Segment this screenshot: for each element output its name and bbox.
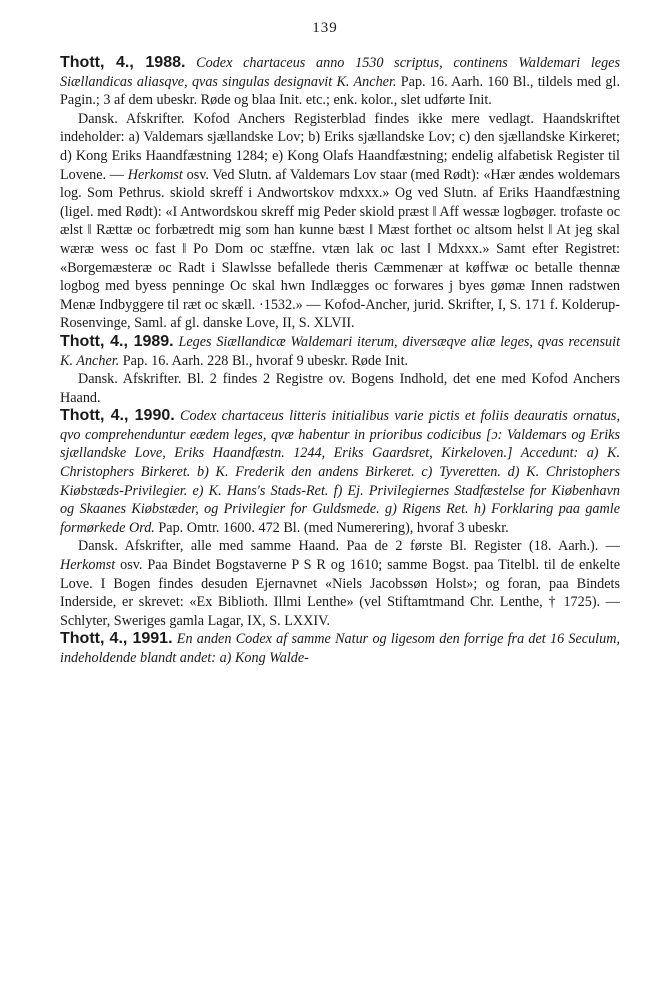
entry-notes: Dansk. Afskrifter, alle med samme Haand. Paa de 2 første Bl. Register (18. Aarh.). (78, 538, 599, 555)
entry-description: Pap. 16. Aarh. 160 Bl., tildels med gl. Pagin.; 3 af dem ubeskr. Røde og blaa Init. etc.; enk. kolor., slet udførte Init. (60, 73, 621, 109)
entry-notes: Dansk. Afskrifter. Bl. 2 findes 2 Registre ov. Bogens Indhold, det ene med Kofod Anchers Haand. (60, 371, 620, 406)
catalog-entry-1989 (60, 333, 620, 407)
catalog-entry-1988 (60, 54, 620, 333)
entry-heading: Thott, 4., 1991. (60, 630, 173, 648)
catalog-entries (60, 54, 620, 668)
entry-notes-paragraph: Dansk. Afskrifter, alle med samme Haand. Paa de 2 første Bl. Register (18. Aarh.). — Herkomst osv. Paa Bindet Bogstaverne P S R og 1610; samme Bogst. paa Titelbl. til de enkelte Love. I Bogen findes desuden Ejernavnet «Niels Jacobssøn Holst»; og foran, paa Bindets Inderside, er skrevet: «Ex Biblioth. Illmi Lenthe» (vel Stiftamtmand Chr. Lenthe, † 1725). — Schlyter, Sweriges gamla Lagar, IX, S. LXXIV. (60, 538, 620, 629)
herkomst-text: osv. Ved Slutn. af Valdemars Lov staar (med Rødt): «Hær ændes woldemars log. Som Pethrus. skiold skreff i Andwortskov mdxxx.» Og ved Slutn. af Eriks Haandfæstning (ligel. med Rødt): «I Antwordskou skreff mig Peder skiold præst ‖ Aff wessæ logbøger. trofaste oc ælst ‖ Rættæ oc forbætredt mig som han kunne bæst ‖ Mæst forthet oc altsom helst ‖ At jeg skal wæræ wess oc fast ‖ Po Dom oc stæffne. vtæn lak oc last ‖ Mdxxx.» Samt efter Registret: «Borgemæsteræ oc Radt i Slawlsse befallede theris Cæmmenær at køffwæ oc betalle thennæ logbog med byess penninge Oc skal hwn Indlægges oc forwares j byes gømæ Innen radstwen Menæ Indbyggere til ræt oc skæll. ·1532.» — Kofod-Ancher, jurid. Skrifter, I, S. 171 f. Kolderup-Rosenvinge, Saml. af gl. danske Love, II, S. XLVII. (60, 166, 620, 332)
herkomst-text: osv. Paa Bindet Bogstaverne P S R og 1610; samme Bogst. paa Titelbl. til de enkelte Love. I Bogen findes desuden Ejernavnet «Niels Jacobssøn Holst»; og foran, paa Bindets Inderside, er skrevet: «Ex Biblioth. Illmi Lenthe» (vel Stiftamtmand Chr. Lenthe, † 1725). — Schlyter, Sweriges gamla Lagar, IX, S. LXXIV. (60, 557, 620, 629)
catalog-entry-1990 (60, 407, 620, 630)
entry-lead (60, 54, 620, 110)
entry-lead (60, 630, 620, 667)
page-number: 139 (312, 20, 338, 36)
entry-title: Codex chartaceus anno 1530 scriptus, continens Waldemari leges Siællandicas aliasqve, qvas singulas designavit K. Ancher. (60, 55, 620, 90)
entry-lead (60, 333, 620, 370)
entry-notes-paragraph: Dansk. Afskrifter. Kofod Anchers Registerblad findes ikke mere vedlagt. Haandskriftet indeholder: a) Valdemars sjællandske Lov; b) Eriks sjællandske Lov; c) den sjællandske Kirkeret; d) Kong Eriks Haandfæstning 1284; e) Kong Olafs Haandfæstning; endelig alfabetisk Register til Lovene. — Herkomst osv. Ved Slutn. af Valdemars Lov staar (med Rødt): «Hær ændes woldemars log. Som Pethrus. skiold skreff i Andwortskov mdxxx.» Og ved Slutn. af Eriks Haandfæstning (ligel. med Rødt): «I Antwordskou skreff mig Peder skiold præst ‖ Aff wessæ logbøger. trofaste oc ælst ‖ Rættæ oc forbætredt mig som han kunne bæst ‖ Mæst forthet oc altsom helst ‖ At jeg skal wæræ wess oc fast ‖ Po Dom oc stæffne. vtæn lak oc last ‖ Mdxxx.» Samt efter Registret: «Borgemæsteræ oc Radt i Slawlsse befallede theris Cæmmenær at køffwæ oc betalle thennæ logbog med byess penninge Oc skal hwn Indlægges oc forwares j byes gømæ Innen radstwen Menæ Indbyggere til ræt oc skæll. ·1532.» — Kofod-Ancher, jurid. Skrifter, I, S. 171 f. Kolderup-Rosenvinge, Saml. af gl. danske Love, II, S. XLVII. (60, 110, 620, 332)
entry-title: Leges Siællandicæ Waldemari iterum, diversæqve aliæ leges, qvas recensuit K. Ancher. (60, 333, 621, 369)
herkomst-label: Herkomst (127, 166, 183, 183)
herkomst-label: Herkomst (60, 557, 116, 574)
entry-description: Pap. Omtr. 1600. 472 Bl. (med Numerering), hvoraf 3 ubeskr. (158, 519, 509, 536)
entry-title: Codex chartaceus litteris initialibus varie pictis et foliis deauratis ornatus, qvo comprehenduntur eædem leges, qvæ habentur in prioribus codicibus [ɔ: Valdemars og Eriks sjællandske Love, Eriks Haandfæstn. 1244, Eriks Gaardsret, Kirkeloven.] Accedunt: a) K. Christophers Birkeret. b) K. Frederik den andens Birkeret. c) Tyveretten. d) K. Christophers Kiøbstæds-Privilegier. e) K. Hans's Stads-Ret. f) Ej. Privilegiernes Stadfæstelse for Kiøbenhavn og Skaanes Kiøbstæder, og Privilegier for Guldsmede. g) Rigens Ret. h) Forklaring paa gamle formørkede Ord. (60, 408, 621, 536)
entry-description: Pap. 16. Aarh. 228 Bl., hvoraf 9 ubeskr. Røde Init. (122, 352, 409, 369)
entry-heading: Thott, 4., 1990. (60, 407, 175, 425)
entry-lead (60, 407, 620, 537)
entry-title: En anden Codex af samme Natur og ligesom den forrige fra det 16 Seculum, indeholdende blandt andet: a) Kong Walde- (60, 631, 621, 666)
catalog-entry-1991 (60, 630, 620, 667)
entry-notes-paragraph (60, 370, 620, 407)
entry-heading: Thott, 4., 1988. (60, 54, 186, 71)
entry-notes: Dansk. Afskrifter. Kofod Anchers Registerblad findes ikke mere vedlagt. Haandskriftet indeholder: a) Valdemars sjællandske Lov; b) Eriks sjællandske Lov; c) den sjællandske Kirkeret; d) Kong Eriks Haandfæstning 1284; e) Kong Olafs Haandfæstning; endelig alfabetisk Register til Lovene. (60, 110, 620, 183)
entry-heading: Thott, 4., 1989. (60, 332, 174, 350)
